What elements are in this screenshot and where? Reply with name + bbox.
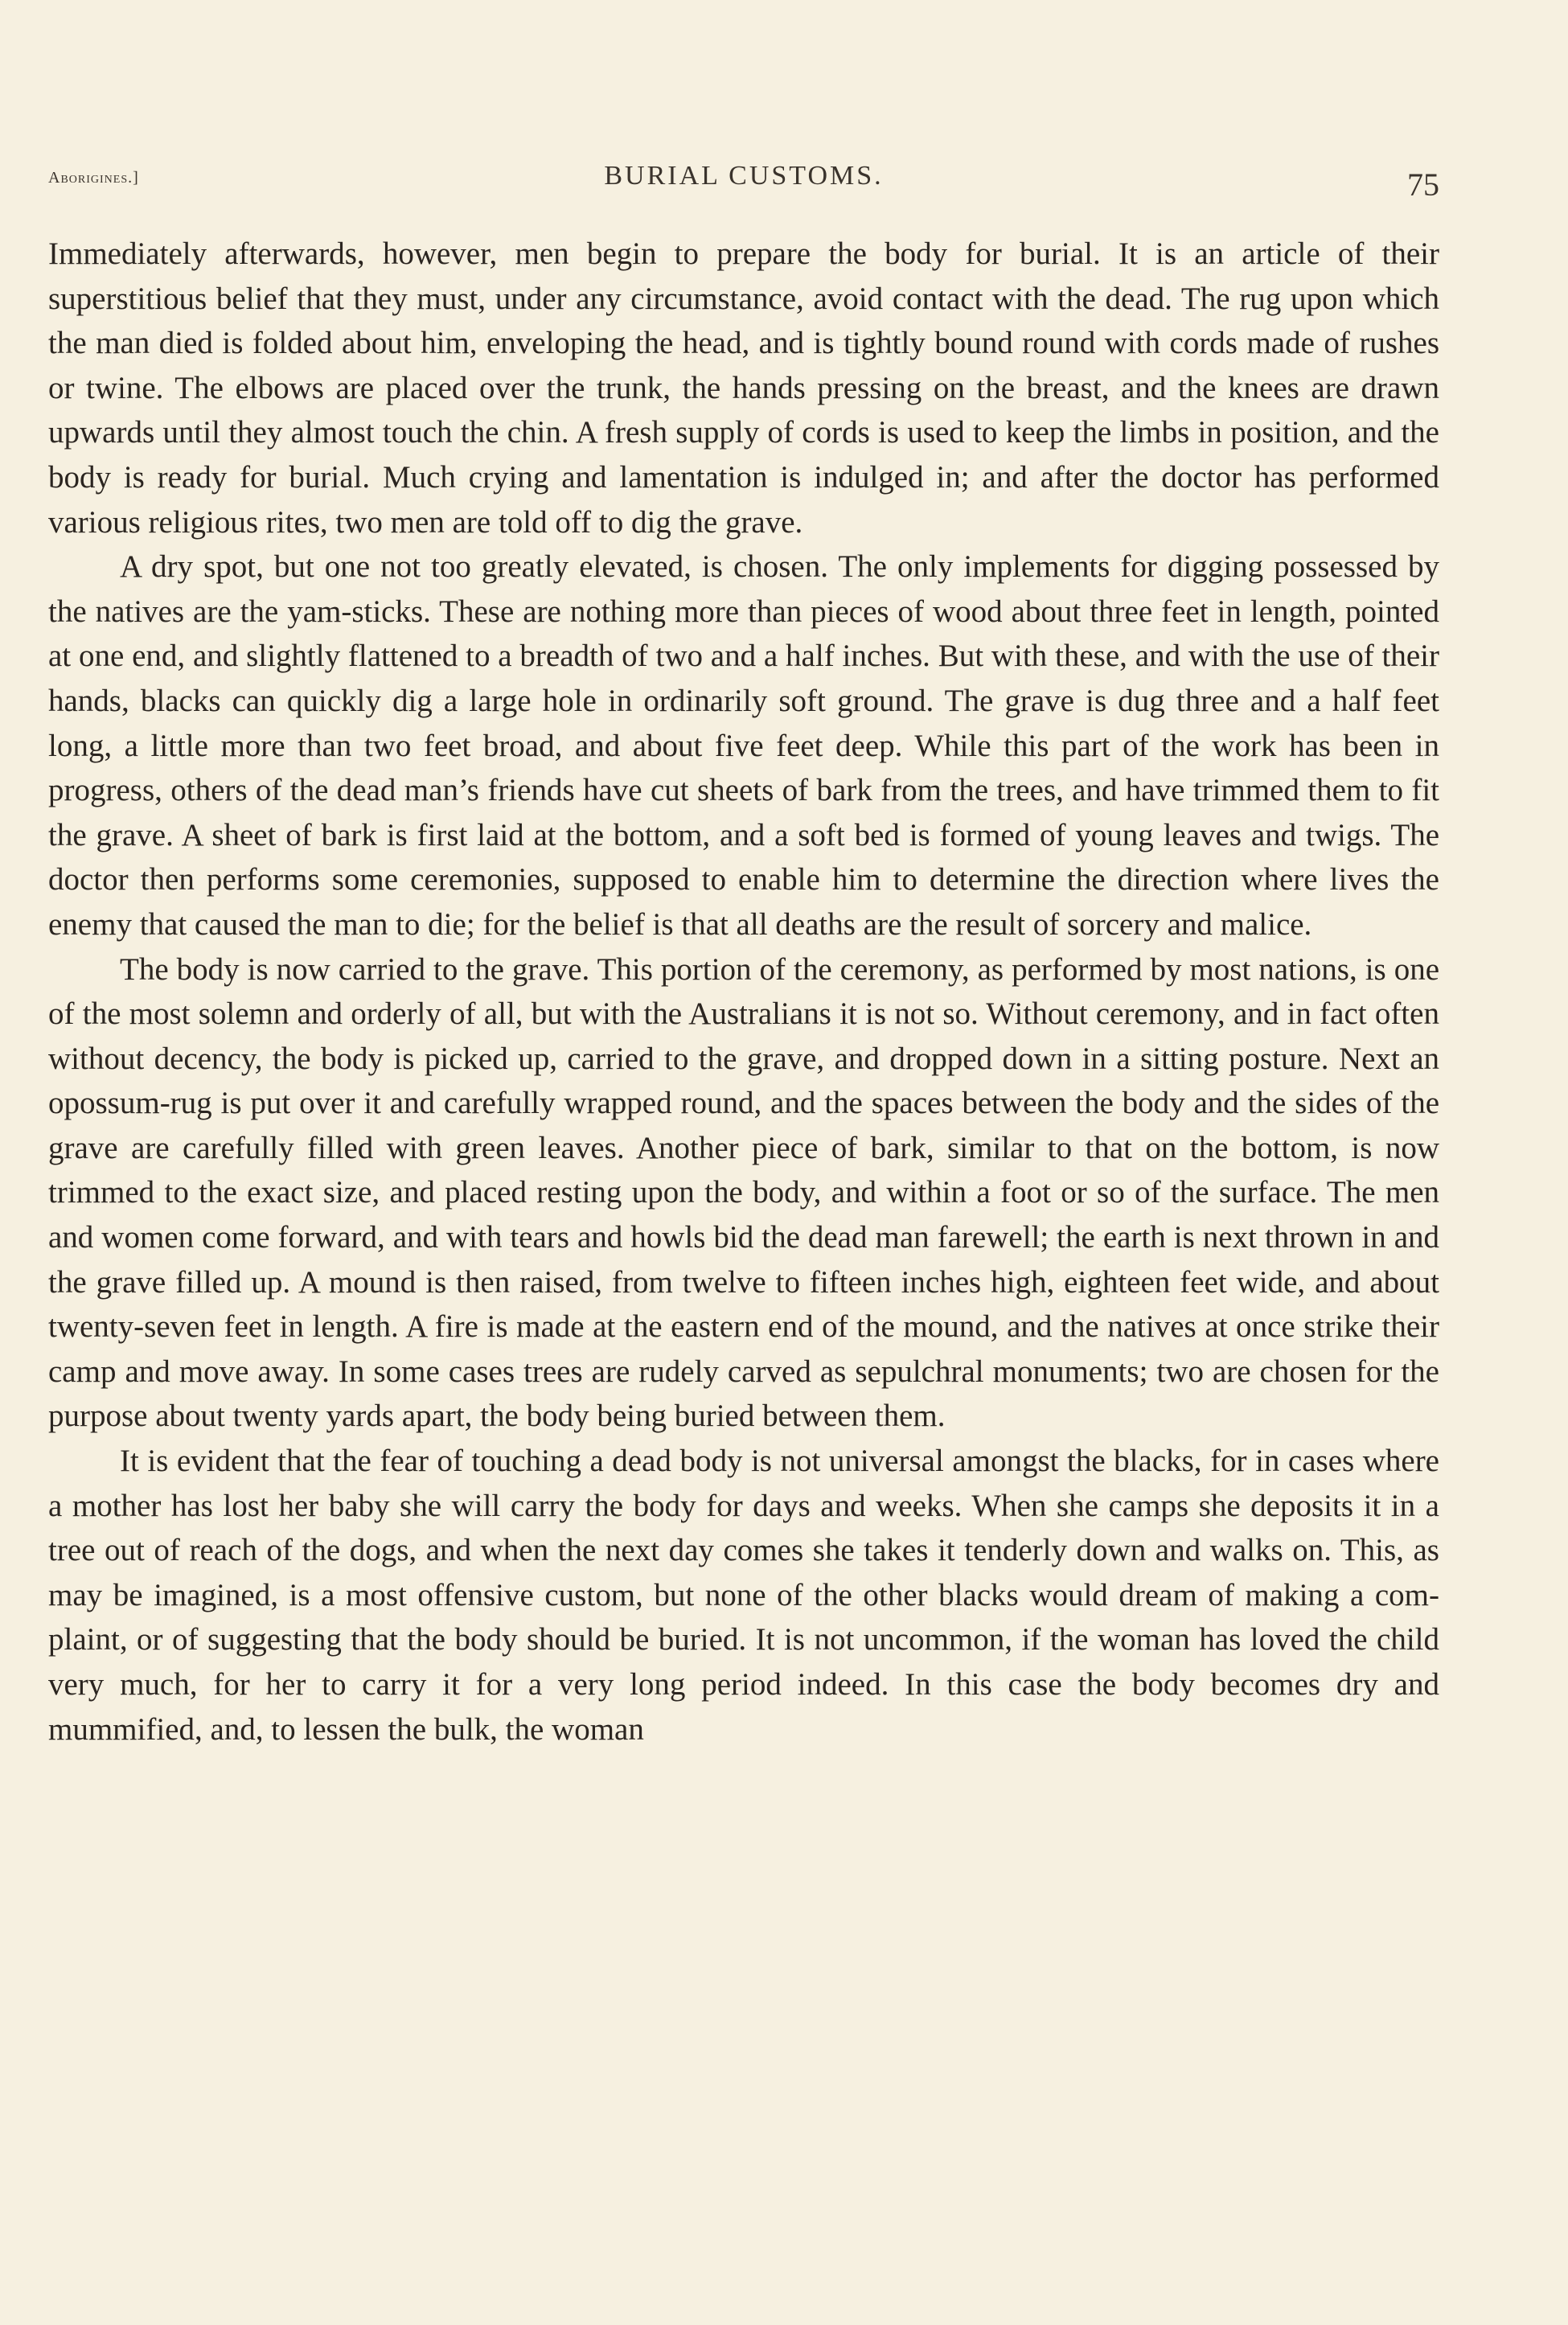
paragraph: The body is now carried to the grave. This portion of the ceremony, as performed by most nations, is one of the most solemn and orderly of all, but with the Australians it is not so. Without ceremony, and in fact often without decency, the body is picked up, carried to the grave, and dropped down in a sitting posture. Next an opossum-rug is put over it and carefully wrapped round, and the spaces between the body and the sides of the grave are carefully filled with green leaves. Another piece of bark, similar to that on the bottom, is now trimmed to the exact size, and placed resting upon the body, and within a foot or so of the surface. The men and women come forward, and with tears and howls bid the dead man farewell; the earth is next thrown in and the grave filled up. A mound is then raised, from twelve to fifteen inches high, eighteen feet wide, and about twenty-seven feet in length. A fire is made at the eastern end of the mound, and the natives at once strike their camp and move away. In some cases trees are rudely carved as sepulchral monuments; two are chosen for the purpose about twenty yards apart, the body being buried between them. [48, 951, 1439, 1434]
paragraph: It is evident that the fear of touching a dead body is not universal amongst the blacks, for in cases where a mother has lost her baby she will carry the body for days and weeks. When she camps she deposits it in a tree out of reach of the dogs, and when the next day comes she takes it tenderly down and walks on. This, as may be imagined, is a most offensive custom, but none of the other blacks would dream of making a complaint, or of suggesting that the body should be buried. It is not uncommon, if the woman has loved the child very much, for her to carry it for a very long period indeed. In this case the body becomes dry and mummified, and, to lessen the bulk, the woman [48, 1444, 1439, 1747]
paragraph: Immediately afterwards, however, men begin to prepare the body for burial. It is an article of their superstitious belief that they must, under any circumstance, avoid contact with the dead. The rug upon which the man died is folded about him, enveloping the head, and is tightly bound round with cords made of rushes or twine. The elbows are placed over the trunk, the hands pressing on the breast, and the knees are drawn upwards until they almost touch the chin. A fresh supply of cords is used to keep the limbs in position, and the body is ready for burial. Much crying and lamentation is indulged in; and after the doctor has performed various religious rites, two men are told off to dig the grave. [48, 236, 1439, 540]
running-head-section: Aborigines.] [48, 169, 139, 187]
paragraph: A dry spot, but one not too greatly elevated, is chosen. The only implements for digging possessed by the natives are the yam-sticks. These are nothing more than pieces of wood about three feet in length, pointed at one end, and slightly flattened to a breadth of two and a half inches. But with these, and with the use of their hands, blacks can quickly dig a large hole in ordinarily soft ground. The grave is dug three and a half feet long, a little more than two feet broad, and about five feet deep. While this part of the work has been in progress, others of the dead man’s friends have cut sheets of bark from the trees, and have trimmed them to fit the grave. A sheet of bark is first laid at the bottom, and a soft bed is formed of young leaves and twigs. The doctor then performs some ceremonies, supposed to enable him to determine the direction where lives the enemy that caused the man to die; for the belief is that all deaths are the result of sorcery and malice. [48, 549, 1439, 942]
running-head-title: BURIAL CUSTOMS. [604, 161, 884, 191]
body-text [48, 232, 1439, 1752]
page-number: 75 [1407, 166, 1439, 203]
running-head [48, 161, 1439, 209]
